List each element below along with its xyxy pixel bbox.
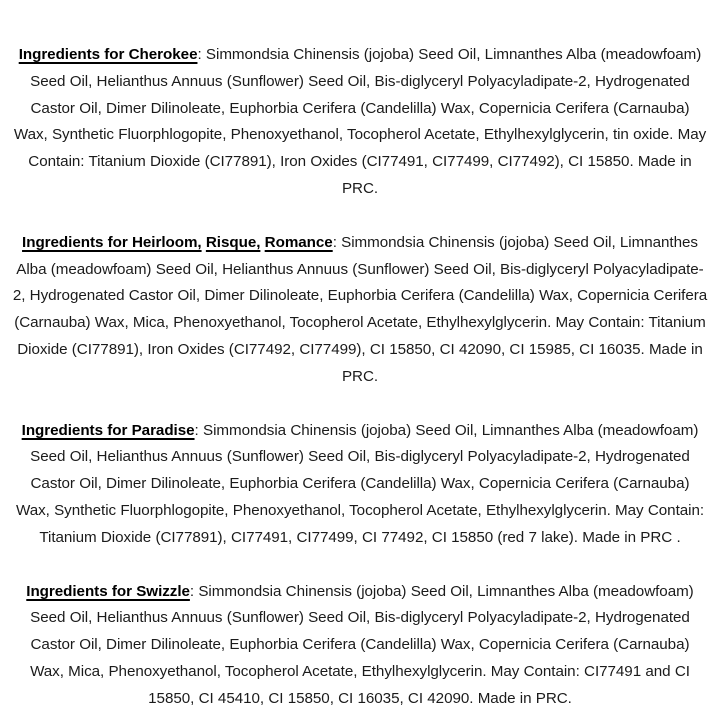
heading-segment: Ingredients for Paradise (21, 421, 195, 439)
heading-segment: Ingredients for Heirloom, (22, 233, 202, 251)
ingredient-body: Simmondsia Chinensis (jojoba) Seed Oil, Limnanthes Alba (meadowfoam) Seed Oil, Helianthus Annuus (Sunflower) Seed Oil, Bis-diglyceryl Polyacyladipate-2, Hydrogenated Castor Oil, Dimer Dilinoleate, Euphorbia Cerifera (Candelilla) Wax, Copernicia Cerifera (Carnauba) Wax, Synthetic Fluorphlogopite, Phenoxyethanol, Tocopherol Acetate, Ethylhexylglycerin. May Contain: Titanium Dioxide (CI77891), CI77491, CI77499, CI 77492, CI 15850 (red 7 lake). Made in PRC . (15, 421, 705, 546)
ingredient-heading (22, 422, 203, 439)
heading-colon: : (189, 582, 195, 600)
ingredient-body: Simmondsia Chinensis (jojoba) Seed Oil, Limnanthes Alba (meadowfoam) Seed Oil, Helianthus Annuus (Sunflower) Seed Oil, Bis-diglyceryl Polyacyladipate-2, Hydrogenated Castor Oil, Dimer Dilinoleate, Euphorbia Cerifera (Candelilla) Wax, Copernicia Cerifera (Carnauba) Wax, Synthetic Fluorphlogopite, Phenoxyethanol, Tocopherol Acetate, Ethylhexylglycerin, tin oxide. May Contain: Titanium Dioxide (CI77891), Iron Oxides (CI77491, CI77499, CI77492), CI 15850. Made in PRC. (13, 46, 707, 197)
ingredient-section-swizzle (12, 579, 708, 713)
heading-segment: Ingredients for Swizzle (26, 582, 190, 600)
ingredient-body: Simmondsia Chinensis (jojoba) Seed Oil, Limnanthes Alba (meadowfoam) Seed Oil, Helianthus Annuus (Sunflower) Seed Oil, Bis-diglyceryl Polyacyladipate-2, Hydrogenated Castor Oil, Dimer Dilinoleate, Euphorbia Cerifera (Candelilla) Wax, Copernicia Cerifera (Carnauba) Wax, Mica, Phenoxyethanol, Tocopherol Acetate, Ethylhexylglycerin. May Contain: CI77491 and CI 15850, CI 45410, CI 15850, CI 16035, CI 42090. Made in PRC. (30, 582, 694, 707)
heading-colon: : (197, 46, 202, 63)
ingredient-section-cherokee (12, 42, 708, 203)
heading-colon: : (332, 233, 337, 251)
heading-segment: Risque, (205, 233, 261, 251)
ingredient-heading (19, 46, 206, 63)
ingredient-heading (26, 583, 198, 600)
heading-segment: Romance (264, 233, 333, 251)
heading-segment: Ingredients for Cherokee (18, 46, 198, 63)
ingredient-section-heirloom-risque-romance (12, 230, 708, 391)
ingredient-section-paradise (12, 418, 708, 552)
ingredient-heading (22, 234, 341, 251)
ingredient-body: Simmondsia Chinensis (jojoba) Seed Oil, Limnanthes Alba (meadowfoam) Seed Oil, Helianthus Annuus (Sunflower) Seed Oil, Bis-diglyceryl Polyacyladipate-2, Hydrogenated Castor Oil, Dimer Dilinoleate, Euphorbia Cerifera (Candelilla) Wax, Copernicia Cerifera (Carnauba) Wax, Mica, Phenoxyethanol, Tocopherol Acetate, Ethylhexylglycerin. May Contain: Titanium Dioxide (CI77891), Iron Oxides (CI77492, CI77499), CI 15850, CI 42090, CI 15985, CI 16035. Made in PRC. (12, 233, 708, 385)
heading-colon: : (194, 421, 199, 439)
